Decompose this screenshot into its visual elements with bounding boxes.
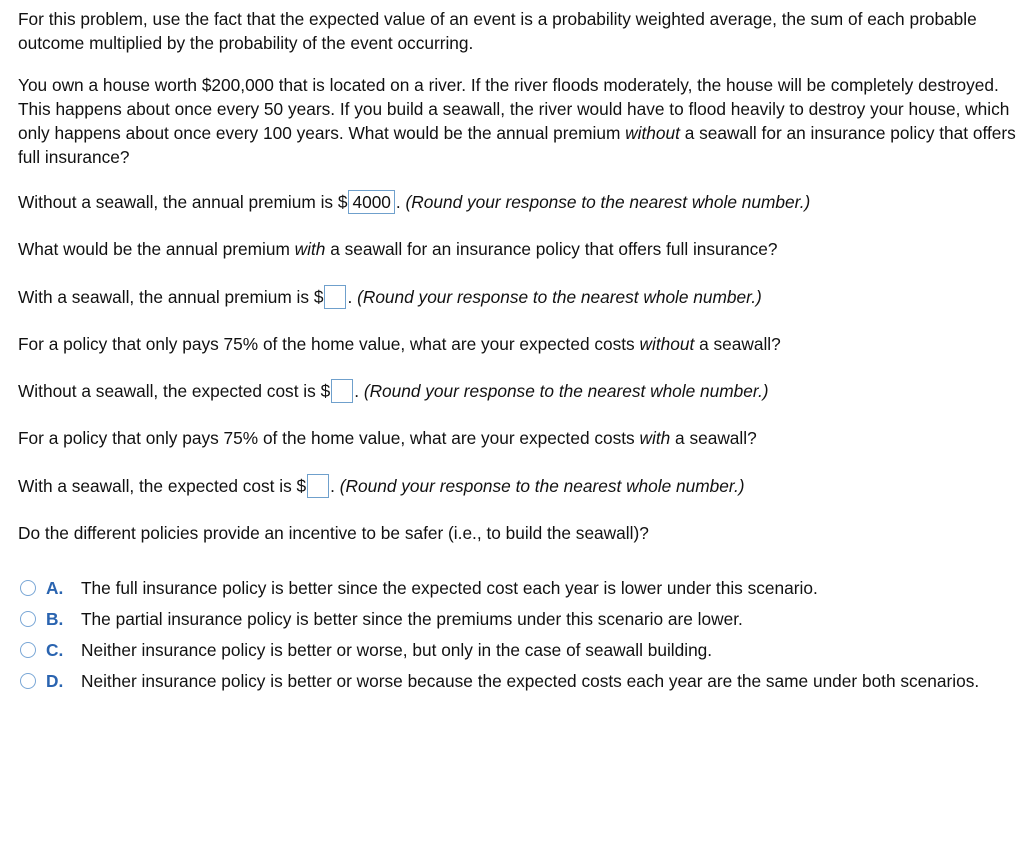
q5-question: Do the different policies provide an incentive to be safer (i.e., to build the seawall)? [18, 523, 649, 543]
choice-text: Neither insurance policy is better or worse, but only in the case of seawall building. [81, 640, 713, 660]
q3-period: . [354, 381, 359, 401]
q2-period: . [347, 287, 353, 307]
q4-question-emphasis: with [639, 428, 671, 448]
choice-c[interactable] [20, 638, 1010, 662]
q2-question-pre: What would be the annual premium [18, 239, 295, 259]
q1-line [18, 190, 810, 214]
q1-prefix: Without a seawall, the annual premium is $ [18, 192, 348, 212]
choice-a[interactable] [20, 576, 1010, 600]
choice-text: The partial insurance policy is better since the premiums under this scenario are lower. [81, 609, 743, 629]
q4-question-post: a seawall? [670, 428, 757, 448]
scenario-text-1: You own a house worth $200,000 that is located on a river. If the river floods moderately, the house will be completely destroyed. This happens about once every 50 years. If you build a seawall, the river would have to flood heavily to destroy your house, which only happens about once every 100 years. What would be the annual premium [18, 75, 1010, 143]
q2-answer-box[interactable] [324, 285, 346, 309]
q3-question-post: a seawall? [694, 334, 781, 354]
q4-question [18, 426, 757, 450]
choice-letter: B. [46, 609, 64, 629]
scenario-text-2: a seawall for an insurance policy that offers full insurance? [18, 123, 1016, 167]
choice-letter: C. [46, 640, 64, 660]
q1-period: . [395, 192, 401, 212]
q3-prefix: Without a seawall, the expected cost is $ [18, 381, 331, 401]
choice-text: Neither insurance policy is better or worse because the expected costs each year are the same under both scenarios. [81, 671, 980, 691]
scenario-emphasis: without [625, 123, 680, 143]
q2-question-emphasis: with [294, 239, 326, 259]
q1-hint: (Round your response to the nearest whole number.) [405, 192, 811, 212]
choice-text: The full insurance policy is better since the expected cost each year is lower under this scenario. [81, 578, 818, 598]
radio-button-icon[interactable] [20, 580, 36, 596]
q2-line [18, 285, 762, 309]
q4-prefix: With a seawall, the expected cost is $ [18, 476, 307, 496]
q3-hint: (Round your response to the nearest whole number.) [363, 381, 769, 401]
radio-button-icon[interactable] [20, 673, 36, 689]
q3-line [18, 379, 769, 403]
answer-choices [20, 576, 1010, 700]
q3-question-pre: For a policy that only pays 75% of the home value, what are your expected costs [18, 334, 640, 354]
q2-question [18, 237, 778, 261]
q3-question [18, 332, 781, 356]
q1-answer-box[interactable]: 4000 [348, 190, 394, 214]
radio-button-icon[interactable] [20, 642, 36, 658]
q2-prefix: With a seawall, the annual premium is $ [18, 287, 324, 307]
q4-line [18, 474, 745, 498]
q3-answer-box[interactable] [331, 379, 353, 403]
q4-answer-box[interactable] [307, 474, 329, 498]
choice-letter: D. [46, 671, 64, 691]
choice-b[interactable] [20, 607, 1010, 631]
q2-hint: (Round your response to the nearest whole number.) [357, 287, 762, 307]
q4-period: . [330, 476, 335, 496]
q2-question-post: a seawall for an insurance policy that offers full insurance? [325, 239, 778, 259]
choice-d[interactable] [20, 669, 1010, 693]
q4-hint: (Round your response to the nearest whole number.) [339, 476, 745, 496]
radio-button-icon[interactable] [20, 611, 36, 627]
choice-letter: A. [46, 578, 64, 598]
q4-question-pre: For a policy that only pays 75% of the home value, what are your expected costs [18, 428, 640, 448]
q3-question-emphasis: without [639, 334, 695, 354]
problem-intro: For this problem, use the fact that the expected value of an event is a probability weighted average, the sum of each probable outcome multiplied by the probability of the event occurring. [18, 9, 977, 53]
problem-scenario [18, 73, 1018, 169]
